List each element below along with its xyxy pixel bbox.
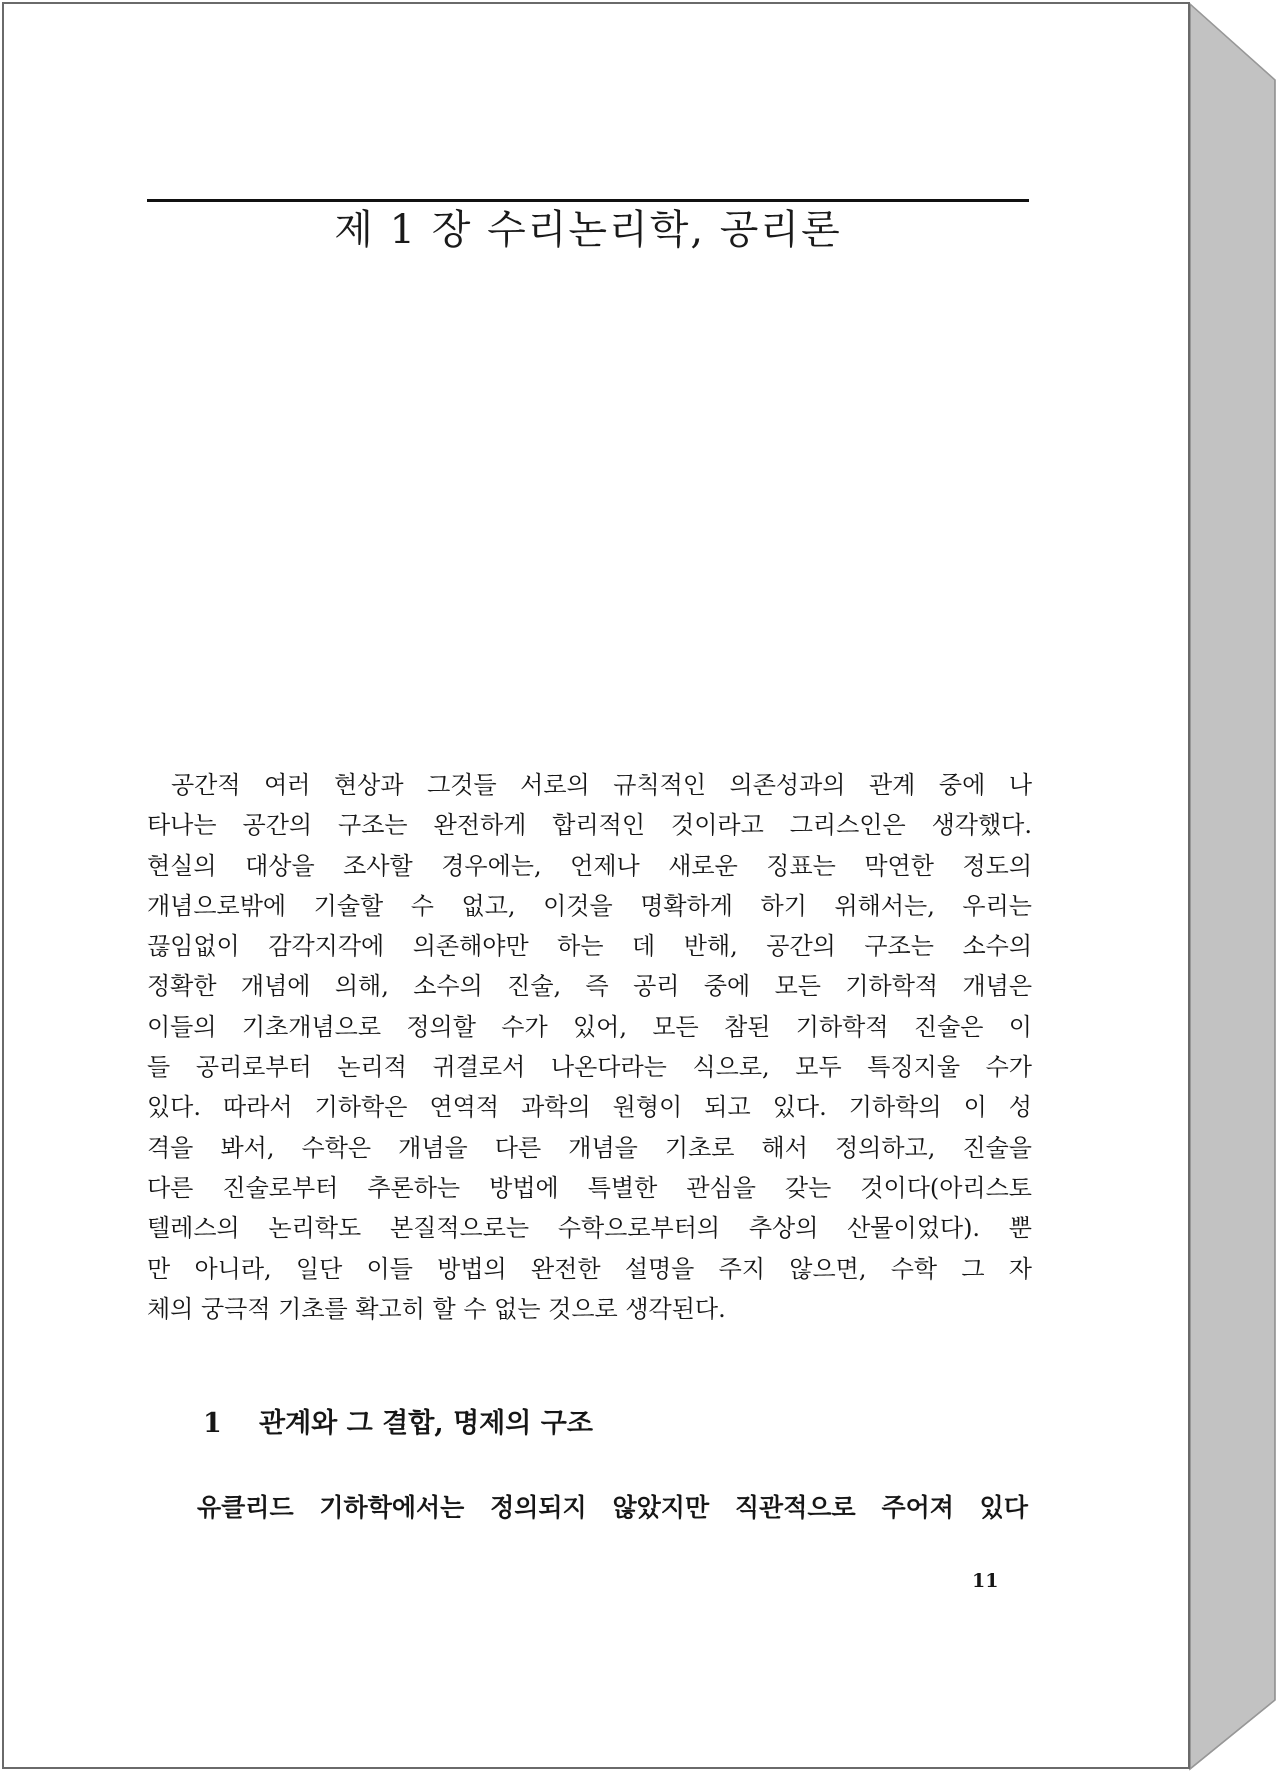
body-line: 이들의 기초개념으로 정의할 수가 있어, 모든 참된 기하학적 진술은 이 — [147, 1012, 1032, 1041]
body-line: 개념으로밖에 기술할 수 없고, 이것을 명확하게 하기 위해서는, 우리는 — [147, 891, 1032, 920]
body-line: 공간적 여러 현상과 그것들 서로의 규칙적인 의존성과의 관계 중에 나 — [171, 771, 1032, 799]
page-number: 11 — [972, 1570, 999, 1592]
body-line: 들 공리로부터 논리적 귀결로서 나온다라는 식으로, 모두 특징지울 수가 — [147, 1053, 1032, 1082]
section-title: 관계와 그 결합, 명제의 구조 — [259, 1408, 593, 1439]
chapter-title: 제 1 장 수리논리학, 공리론 — [334, 207, 842, 253]
body-line: 타나는 공간의 구조는 완전하게 합리적인 것이라고 그리스인은 생각했다. — [147, 811, 1032, 840]
body-line: 정확한 개념에 의해, 소수의 진술, 즉 공리 중에 모든 기하학적 개념은 — [147, 972, 1032, 1001]
body-line: 있다. 따라서 기하학은 연역적 과학의 원형이 되고 있다. 기하학의 이 성 — [147, 1093, 1032, 1122]
body-paragraph — [147, 765, 1032, 1329]
body-line: 끊임없이 감각지각에 의존해야만 하는 데 반해, 공간의 구조는 소수의 — [147, 932, 1032, 961]
body-line: 만 아니라, 일단 이들 방법의 완전한 설명을 주지 않으면, 수학 그 자 — [147, 1254, 1032, 1283]
body-line: 현실의 대상을 조사할 경우에는, 언제나 새로운 징표는 막연한 정도의 — [147, 851, 1032, 880]
body-line: 체의 궁극적 기초를 확고히 할 수 없는 것으로 생각된다. — [147, 1294, 726, 1323]
section-first-line: 유클리드 기하학에서는 정의되지 않았지만 직관적으로 주어져 있다 — [197, 1493, 1028, 1522]
section-number: 1 — [203, 1408, 222, 1439]
body-line: 격을 봐서, 수학은 개념을 다른 개념을 기초로 해서 정의하고, 진술을 — [147, 1133, 1032, 1162]
body-line: 다른 진술로부터 추론하는 방법에 특별한 관심을 갖는 것이다(아리스토 — [147, 1173, 1032, 1202]
body-line: 텔레스의 논리학도 본질적으로는 수학으로부터의 추상의 산물이었다). 뿐 — [147, 1214, 1032, 1243]
section-heading — [203, 1402, 593, 1446]
